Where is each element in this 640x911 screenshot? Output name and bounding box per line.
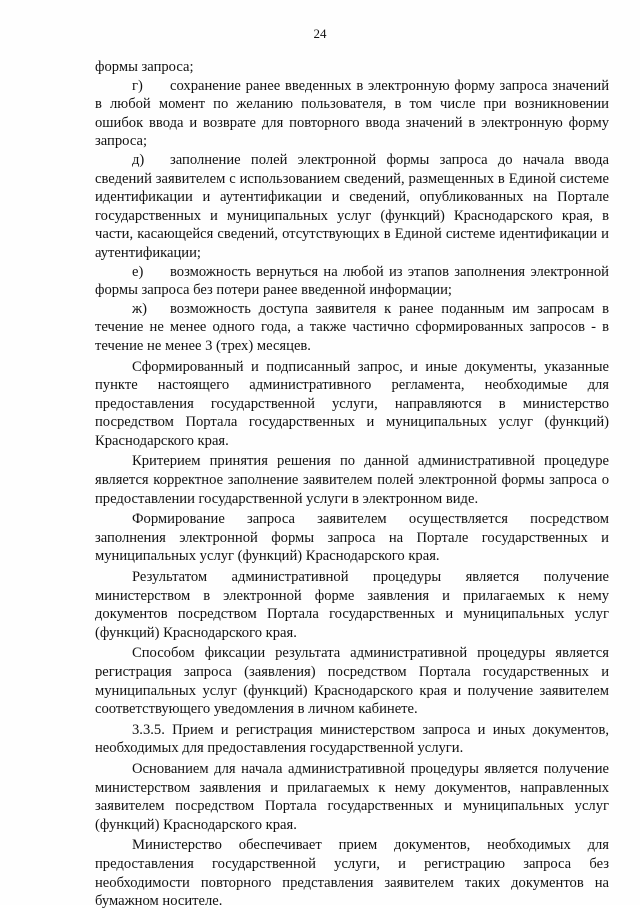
list-marker: г)	[132, 77, 143, 94]
paragraph-submission: Сформированный и подписанный запрос, и иные документы, указанные пункте настоящего административного регламента, необходимые для предоставления государственной услуги, направляются в министерство посредством Портала государственных и муниципальных услуг (функций) Краснодарского края.	[95, 358, 609, 449]
list-item-g	[95, 77, 609, 151]
list-item-text: сохранение ранее введенных в электронную форму запроса значений в любой момент по желанию пользователя, в том числе при возникновении ошибок ввода и возврате для повторного ввода значений в электронную форму запроса;	[95, 77, 609, 150]
list-item-zh	[95, 300, 609, 356]
list-item-e	[95, 263, 609, 300]
body-text	[95, 58, 609, 911]
paragraph-continuation	[95, 58, 609, 77]
paragraph-ministry-reception: Министерство обеспечивает прием документов, необходимых для предоставления государственной услуги, и регистрацию запроса без необходимости повторного представления заявителем таких документов на бумажном носителе.	[95, 837, 609, 910]
list-marker: ж)	[132, 300, 147, 317]
page-number: 24	[313, 26, 327, 41]
section-heading-3-3-5: 3.3.5. Прием и регистрация министерством запроса и иных документов, необходимых для предоставления государственной услуги.	[95, 721, 609, 757]
list-item-text: возможность вернуться на любой из этапов заполнения электронной формы запроса без потери ранее введенной информации;	[95, 263, 609, 299]
list-item-text: заполнение полей электронной формы запроса до начала ввода сведений заявителем с использованием сведений, размещенных в Единой системе идентификации и аутентификации и сведений, опубликованных на Портале государственных и муниципальных услуг (функций) Краснодарского края, в части, касающейся сведений, отсутствующих в Единой системе идентификации и аутентификации;	[95, 151, 609, 261]
paragraph-basis: Основанием для начала административной процедуры является получение министерством заявления и прилагаемых к нему документов, направленных заявителем посредством Портала государственных и муниципальных услуг (функций) Краснодарского края.	[95, 760, 609, 833]
paragraph-text: формы запроса;	[95, 59, 194, 75]
paragraph-result: Результатом административной процедуры является получение министерством в электронной форме заявления и прилагаемых к нему документов посредством Портала государственных и муниципальных услуг (функций) Краснодарского края.	[95, 569, 609, 641]
paragraph-criterion: Критерием принятия решения по данной административной процедуре является корректное заполнение заявителем полей электронной формы запроса о предоставлении государственной услуги в электронном виде.	[95, 453, 609, 507]
list-item-d	[95, 151, 609, 263]
list-marker: е)	[132, 263, 144, 280]
paragraph-fixation: Способом фиксации результата административной процедуры является регистрация запроса (заявления) посредством Портала государственных и муниципальных услуг (функций) Краснодарского края и получение заявителем соответствующего уведомления в личном кабинете.	[95, 645, 609, 718]
list-marker: д)	[132, 151, 145, 168]
paragraph-formation: Формирование запроса заявителем осуществляется посредством заполнения электронной формы запроса на Портале государственных и муниципальных услуг (функций) Краснодарского края.	[95, 511, 609, 565]
list-item-text: возможность доступа заявителя к ранее поданным им запросам в течение не менее одного года, а также частично сформированных запросов - в течение не менее 3 (трех) месяцев.	[95, 300, 609, 354]
